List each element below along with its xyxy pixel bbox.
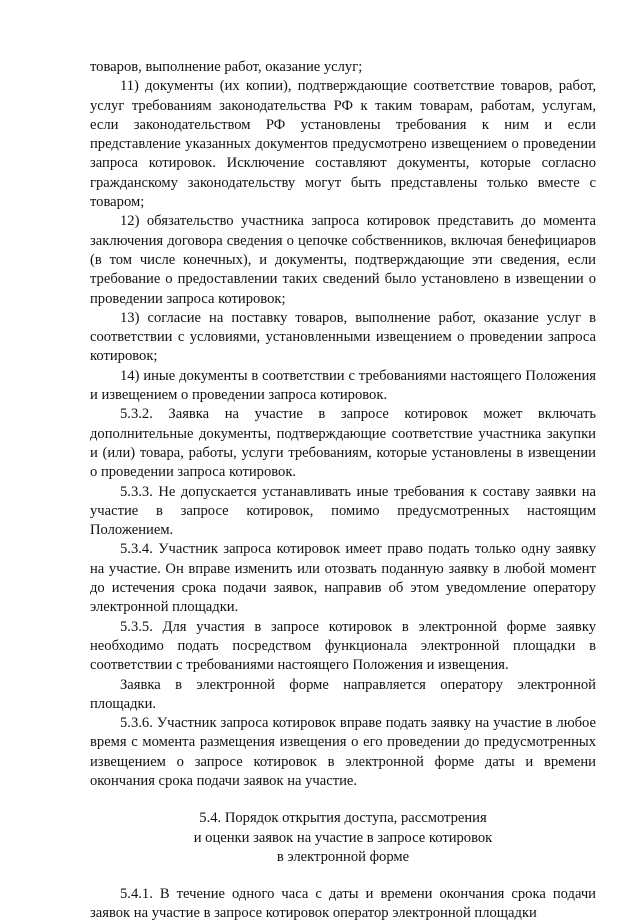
paragraph-5-4-1: 5.4.1. В течение одного часа с даты и времени окончания срока подачи заявок на участие в запросе котировок оператор электронной площадки bbox=[90, 886, 596, 922]
section-heading-line: в электронной форме bbox=[276, 848, 410, 865]
paragraph-5-3-2: 5.3.2. Заявка на участие в запросе котировок может включать дополнительные документы, подтверждающие соответствие участника закупки и (или) товара, работы, услуги требованиям, которые установлены в извещении о проведении запроса котировок. bbox=[90, 406, 596, 481]
section-heading-5-4 bbox=[90, 809, 596, 867]
section-heading-line: 5.4. Порядок открытия доступа, рассмотрения bbox=[199, 810, 487, 827]
paragraph-item-12: 12) обязательство участника запроса котировок представить до момента заключения договора сведения о цепочке собственников, включая бенефициаров (в том числе конечных), и документы, подтверждающие эти сведения, если требование о предоставлении таких сведений было установлено в извещении о проведении запроса котировок; bbox=[90, 213, 596, 307]
paragraph-5-3-4: 5.3.4. Участник запроса котировок имеет право подать только одну заявку на участие. Он вправе изменить или отозвать поданную заявку в любой момент до истечения срока подачи заявок, направив об этом уведомление оператору электронной площадки. bbox=[90, 541, 596, 616]
paragraph-5-3-5: 5.3.5. Для участия в запросе котировок в электронной форме заявку необходимо подать посредством функционала электронной площадки в соответствии с требованиями настоящего Положения и извещения. bbox=[90, 618, 596, 674]
paragraph-item-13: 13) согласие на поставку товаров, выполнение работ, оказание услуг в соответствии с условиями, установленными извещением о проведении запроса котировок; bbox=[90, 309, 596, 365]
paragraph-5-3-3: 5.3.3. Не допускается устанавливать иные требования к составу заявки на участие в запросе котировок, помимо предусмотренных настоящим Положением. bbox=[90, 483, 596, 539]
paragraph-continuation: товаров, выполнение работ, оказание услуг; bbox=[90, 59, 363, 75]
paragraph-item-14: 14) иные документы в соответствии с требованиями настоящего Положения и извещением о проведении запроса котировок. bbox=[90, 367, 596, 404]
paragraph-5-3-6: 5.3.6. Участник запроса котировок вправе подать заявку на участие в любое время с момента размещения извещения о его проведении до предусмотренных извещением о запросе котировок в электронной форме даты и времени окончания срока подачи заявок на участие. bbox=[90, 715, 596, 789]
paragraph-electronic-form: Заявка в электронной форме направляется оператору электронной площадки. bbox=[90, 676, 596, 712]
section-heading-line: и оценки заявок на участие в запросе котировок bbox=[193, 829, 493, 846]
paragraph-item-11: 11) документы (их копии), подтверждающие соответствие товаров, работ, услуг требованиям законодательства РФ к таким товарам, работам, услугам, если законодательством РФ установлены требования к ним и если представление указанных документов предусмотрено извещением о проведении запроса котировок. Исключение составляют документы, которые согласно гражданскому законодательству могут быть представлены только вместе с товаром; bbox=[90, 78, 596, 211]
document-page bbox=[90, 58, 596, 924]
